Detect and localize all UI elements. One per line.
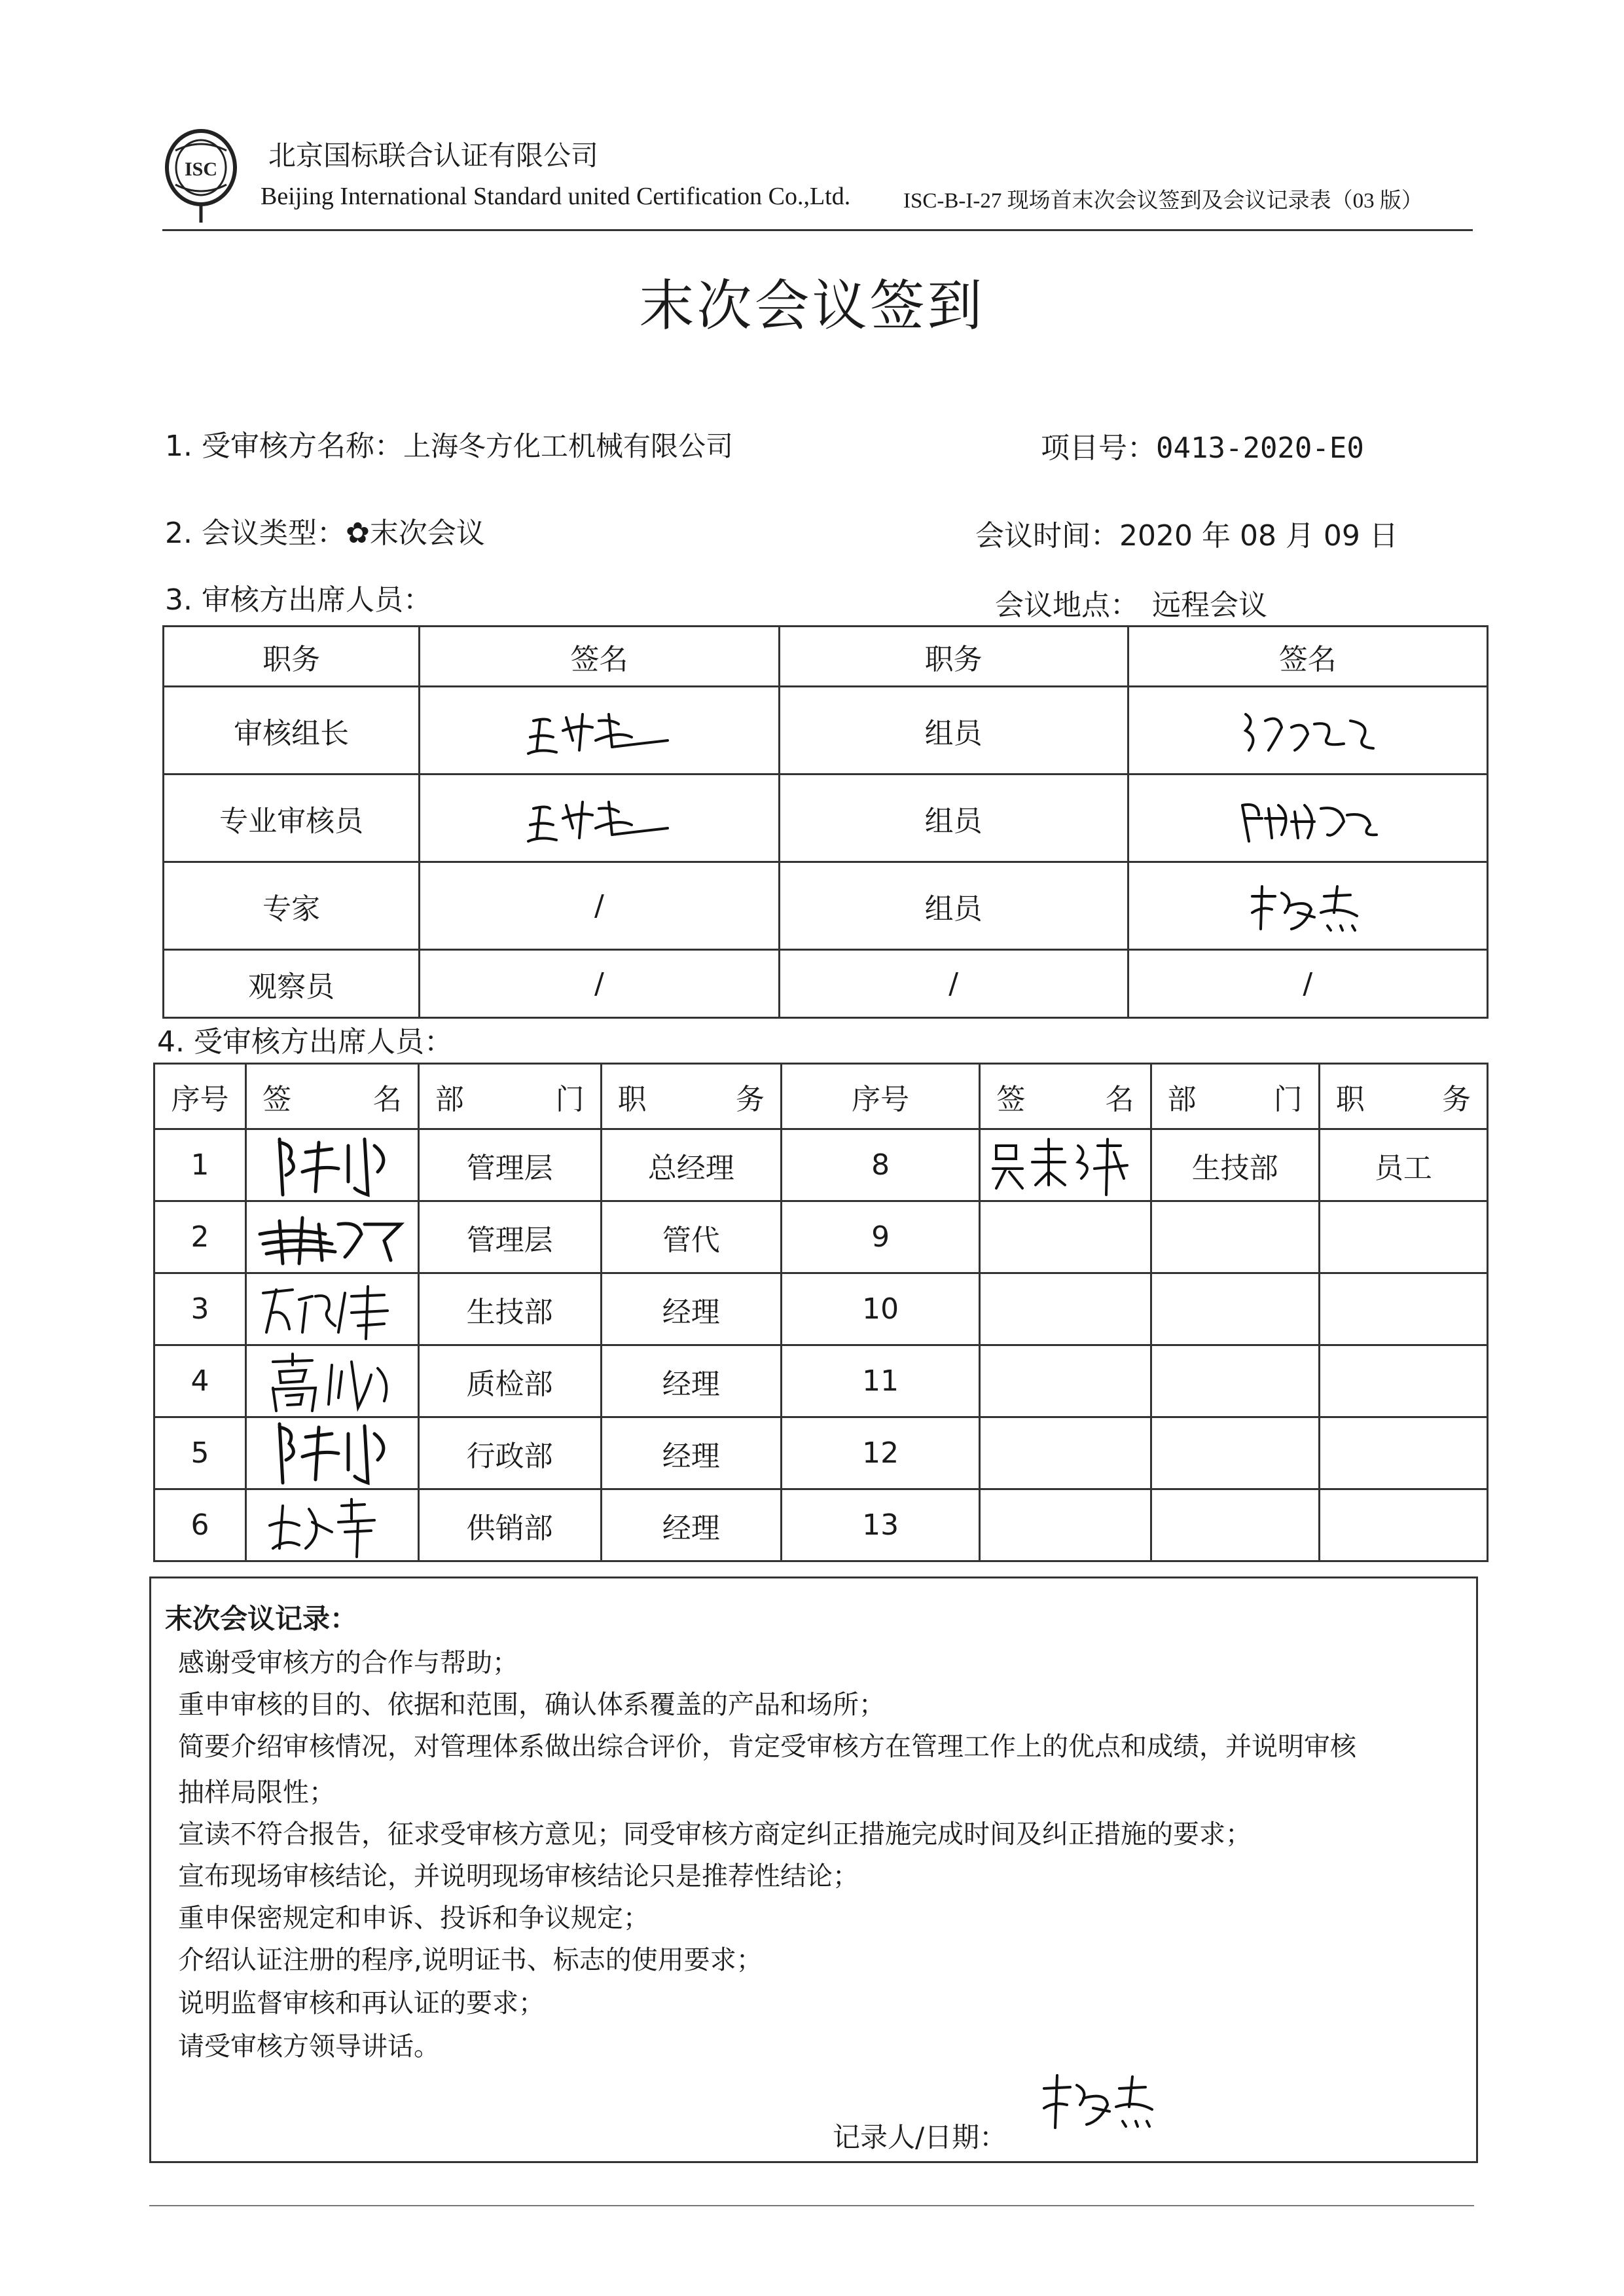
note-line: 重申审核的目的、依据和范围，确认体系覆盖的产品和场所； <box>178 1690 885 1720</box>
company-logo <box>162 124 240 224</box>
role-cell: / <box>779 950 1128 1018</box>
row-no: 8 <box>781 1129 980 1201</box>
header-signature: 签名 <box>1128 627 1487 687</box>
signature-cell <box>245 1129 418 1201</box>
company-name-cn: 北京国标联合认证有限公司 <box>268 139 599 172</box>
signature-cell: / <box>420 862 779 950</box>
project-no-value: 0413-2020-E0 <box>1156 431 1364 465</box>
note-line: 请受审核方领导讲话。 <box>178 2032 440 2062</box>
header-duty: 职 务 <box>1319 1064 1487 1129</box>
signature-cell <box>420 774 779 862</box>
svg-text:ISC: ISC <box>184 158 218 180</box>
signature-cell <box>1128 687 1487 774</box>
table-row <box>164 774 1488 862</box>
department-cell <box>1151 1489 1319 1561</box>
department-cell: 管理层 <box>418 1201 601 1273</box>
table-row <box>154 1489 1488 1561</box>
handwritten-signature <box>1229 701 1386 760</box>
department-cell: 生技部 <box>1151 1129 1319 1201</box>
department-cell: 管理层 <box>418 1129 601 1201</box>
handwritten-signature <box>1236 877 1380 936</box>
meeting-type-label: 2. 会议类型： <box>165 517 346 550</box>
department-cell <box>1151 1417 1319 1489</box>
row-no: 4 <box>154 1345 246 1417</box>
header-signature: 签 名 <box>245 1064 418 1129</box>
signature-cell <box>980 1489 1151 1561</box>
role-cell: 观察员 <box>164 950 420 1018</box>
note-line: 宣布现场审核结论，并说明现场审核结论只是推荐性结论； <box>178 1861 859 1891</box>
department-cell <box>1151 1273 1319 1345</box>
header-signature: 签名 <box>420 627 779 687</box>
handwritten-signature <box>1229 789 1386 848</box>
auditor-attendees-label: 3. 审核方出席人员： <box>165 583 432 617</box>
signature-cell <box>245 1417 418 1489</box>
handwritten-signature <box>260 1493 404 1558</box>
meeting-type-value: ✿末次会议 <box>345 517 485 550</box>
role-cell: 组员 <box>779 862 1128 950</box>
duty-cell: 经理 <box>601 1345 781 1417</box>
duty-cell: 员工 <box>1319 1129 1487 1201</box>
header-role: 职务 <box>164 627 420 687</box>
meeting-time-label: 会议时间： <box>975 519 1119 553</box>
handwritten-signature <box>983 1133 1147 1198</box>
signature-cell <box>245 1489 418 1561</box>
department-cell: 供销部 <box>418 1489 601 1561</box>
signature-cell: / <box>420 950 779 1018</box>
header-no: 序号 <box>154 1064 246 1129</box>
note-line: 宣读不符合报告，征求受审核方意见；同受审核方商定纠正措施完成时间及纠正措施的要求； <box>178 1819 1252 1850</box>
role-cell: 专业审核员 <box>164 774 420 862</box>
row-no: 11 <box>781 1345 980 1417</box>
role-cell: 组员 <box>779 687 1128 774</box>
department-cell: 生技部 <box>418 1273 601 1345</box>
duty-cell <box>1319 1201 1487 1273</box>
row-no: 13 <box>781 1489 980 1561</box>
signature-cell <box>245 1345 418 1417</box>
note-line: 重申保密规定和申诉、投诉和争议规定； <box>178 1903 649 1933</box>
row-no: 10 <box>781 1273 980 1345</box>
meeting-place-field <box>995 581 1267 623</box>
handwritten-signature <box>520 701 677 760</box>
handwritten-signature <box>260 1421 404 1486</box>
signature-cell <box>420 687 779 774</box>
handwritten-signature <box>253 1277 410 1342</box>
table-row <box>164 687 1488 774</box>
note-line: 感谢受审核方的合作与帮助； <box>178 1648 518 1678</box>
header-signature: 签 名 <box>980 1064 1151 1129</box>
row-no: 1 <box>154 1129 246 1201</box>
meeting-place-value: 远程会议 <box>1152 589 1267 622</box>
note-line: 抽样局限性； <box>178 1777 335 1808</box>
meeting-time-value: 2020 年 08 月 09 日 <box>1119 519 1398 553</box>
signature-cell <box>245 1273 418 1345</box>
duty-cell <box>1319 1345 1487 1417</box>
signature-cell <box>980 1417 1151 1489</box>
department-cell: 行政部 <box>418 1417 601 1489</box>
handwritten-signature <box>253 1205 410 1270</box>
auditee-attendees-label: 4. 受审核方出席人员： <box>157 1025 453 1059</box>
signature-cell <box>980 1345 1151 1417</box>
header-department: 部 门 <box>1151 1064 1319 1129</box>
signature-cell <box>980 1201 1151 1273</box>
project-no-field <box>1041 424 1364 466</box>
row-no: 9 <box>781 1201 980 1273</box>
handwritten-signature <box>260 1349 404 1414</box>
footer-divider <box>149 2205 1474 2206</box>
auditor-attendance-table <box>162 625 1489 1019</box>
row-no: 2 <box>154 1201 246 1273</box>
header-divider <box>162 229 1473 231</box>
table-row <box>154 1201 1488 1273</box>
auditee-name-value: 上海冬方化工机械有限公司 <box>403 430 733 462</box>
signature-cell: / <box>1128 950 1487 1018</box>
row-no: 5 <box>154 1417 246 1489</box>
notes-title: 末次会议记录： <box>165 1603 358 1635</box>
signature-cell <box>245 1201 418 1273</box>
table-header-row <box>164 627 1488 687</box>
meeting-type-field <box>165 509 485 551</box>
duty-cell <box>1319 1417 1487 1489</box>
meeting-time-field <box>975 512 1398 554</box>
row-no: 12 <box>781 1417 980 1489</box>
header-role: 职务 <box>779 627 1128 687</box>
header-department: 部 门 <box>418 1064 601 1129</box>
department-cell <box>1151 1345 1319 1417</box>
auditee-name-label: 1. 受审核方名称： <box>165 429 403 463</box>
auditee-name-field <box>165 422 733 464</box>
role-cell: 审核组长 <box>164 687 420 774</box>
meeting-place-label: 会议地点： <box>995 589 1139 622</box>
signature-cell <box>980 1129 1151 1201</box>
project-no-label: 项目号： <box>1041 431 1156 465</box>
recorder-signature <box>1034 2069 1165 2134</box>
recorder-date-label: 记录人/日期： <box>833 2121 1007 2153</box>
signature-cell <box>980 1273 1151 1345</box>
company-name-en: Beijing International Standard united Certification Co.,Ltd. <box>261 183 851 210</box>
duty-cell <box>1319 1273 1487 1345</box>
department-cell: 质检部 <box>418 1345 601 1417</box>
header-no: 序号 <box>781 1064 980 1129</box>
table-row <box>154 1417 1488 1489</box>
duty-cell: 经理 <box>601 1489 781 1561</box>
note-line: 说明监督审核和再认证的要求； <box>178 1988 545 2018</box>
department-cell <box>1151 1201 1319 1273</box>
table-row <box>164 950 1488 1018</box>
row-no: 6 <box>154 1489 246 1561</box>
duty-cell: 经理 <box>601 1417 781 1489</box>
form-code: ISC-B-I-27 现场首末次会议签到及会议记录表（03 版） <box>903 189 1423 213</box>
duty-cell: 管代 <box>601 1201 781 1273</box>
note-line: 简要介绍审核情况，对管理体系做出综合评价，肯定受审核方在管理工作上的优点和成绩，并说明审核 <box>178 1732 1356 1762</box>
role-cell: 专家 <box>164 862 420 950</box>
duty-cell <box>1319 1489 1487 1561</box>
page-title: 末次会议签到 <box>639 274 985 338</box>
handwritten-signature <box>260 1133 404 1198</box>
signature-cell <box>1128 862 1487 950</box>
duty-cell: 总经理 <box>601 1129 781 1201</box>
table-row <box>154 1273 1488 1345</box>
auditee-attendance-table <box>153 1063 1489 1562</box>
note-line: 介绍认证注册的程序,说明证书、标志的使用要求； <box>178 1945 763 1975</box>
table-row <box>164 862 1488 950</box>
table-row <box>154 1129 1488 1201</box>
duty-cell: 经理 <box>601 1273 781 1345</box>
row-no: 3 <box>154 1273 246 1345</box>
handwritten-signature <box>520 789 677 848</box>
table-header-row <box>154 1064 1488 1129</box>
header-duty: 职 务 <box>601 1064 781 1129</box>
role-cell: 组员 <box>779 774 1128 862</box>
table-row <box>154 1345 1488 1417</box>
signature-cell <box>1128 774 1487 862</box>
